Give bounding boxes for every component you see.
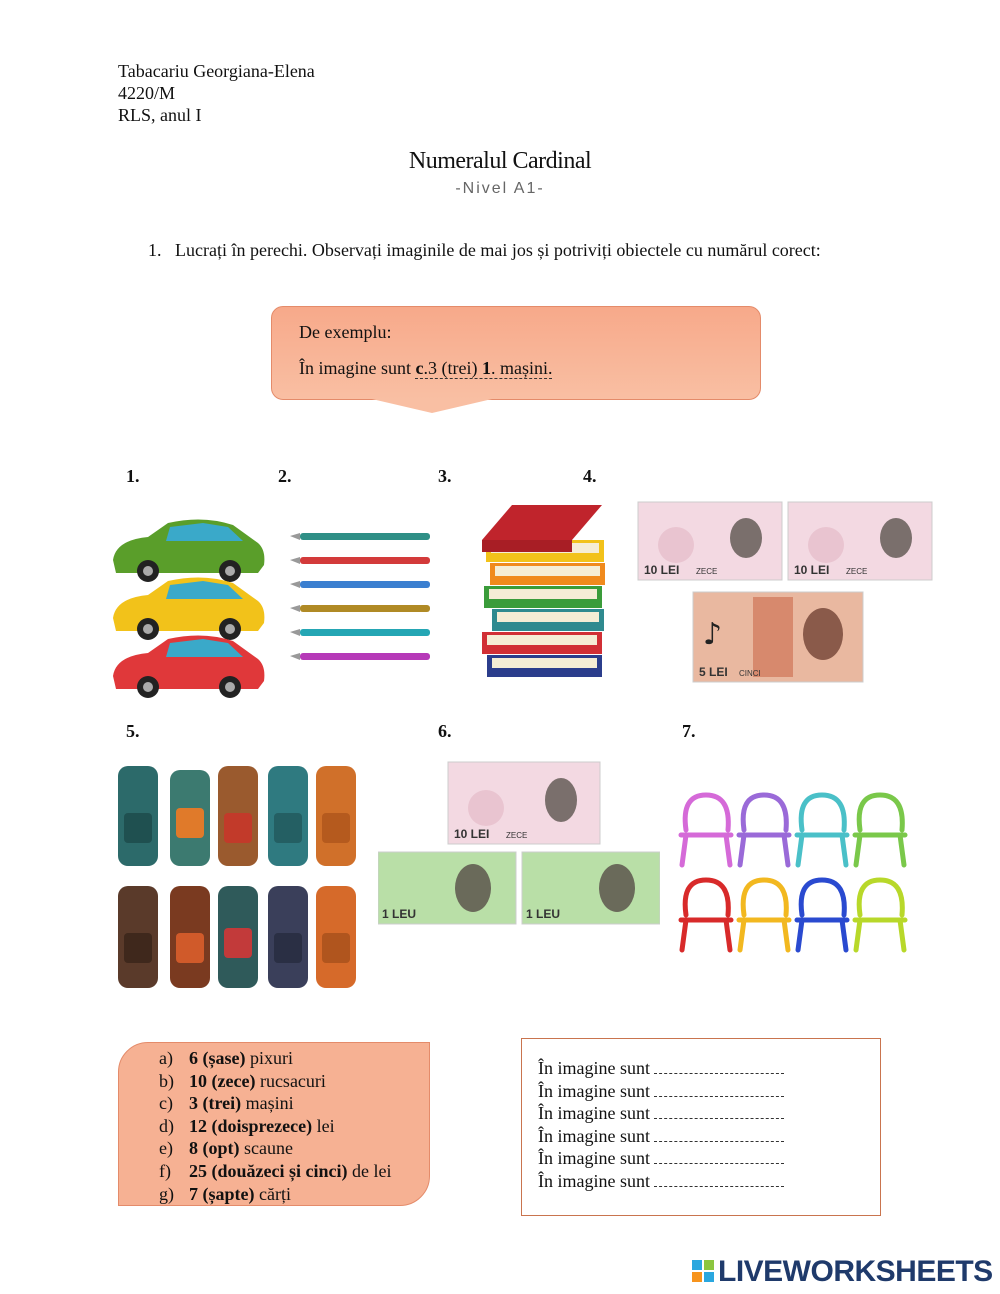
answer-line-5: În imagine sunt xyxy=(538,1147,784,1170)
answer-blank-5[interactable] xyxy=(654,1151,784,1164)
banknote-1-icon xyxy=(522,852,660,924)
answer-blank-6[interactable] xyxy=(654,1174,784,1187)
banknote-10-icon xyxy=(448,762,600,844)
car-red-icon xyxy=(113,635,264,698)
image-label-2: 2. xyxy=(278,466,292,486)
chair-icon xyxy=(681,795,905,950)
logo-text: LIVEWORKSHEETS xyxy=(718,1255,993,1288)
option-d: d) 12 (doisprezece) lei xyxy=(159,1115,335,1136)
music-note-icon: ♪ xyxy=(703,617,723,652)
cars-image xyxy=(108,515,268,700)
answer-line-2: În imagine sunt xyxy=(538,1080,784,1103)
instruction-text: Lucrați în perechi. Observați imaginile de mai jos și potriviți obiectele cu numărul corect: xyxy=(175,240,821,260)
pens-image xyxy=(290,525,435,670)
answer-blank-1[interactable] xyxy=(654,1061,784,1074)
image-label-4: 4. xyxy=(583,466,597,486)
example-bubble-tail xyxy=(372,399,492,413)
option-a: a) 6 (șase) pixuri xyxy=(159,1048,293,1068)
example-letter: c xyxy=(415,358,424,378)
page-subtitle: -Nivel A1- xyxy=(455,180,545,197)
banknote-10-icon xyxy=(638,502,782,580)
banknote-10-label: 10 LEI xyxy=(644,563,680,577)
banknote-1-icon xyxy=(378,852,516,924)
option-e: e) 8 (opt) scaune xyxy=(159,1138,293,1159)
image-label-7: 7. xyxy=(682,721,696,741)
example-label: De exemplu: xyxy=(299,322,392,342)
answer-blank-4[interactable] xyxy=(654,1129,784,1142)
answer-blank-3[interactable] xyxy=(654,1106,784,1119)
image-label-6: 6. xyxy=(438,721,452,741)
example-bubble xyxy=(271,306,761,400)
example-middle: .3 (trei) xyxy=(423,358,482,378)
option-b: b) 10 (zece) rucsacuri xyxy=(159,1070,326,1091)
banknotes-25-image xyxy=(636,500,936,685)
page-title: Numeralul Cardinal xyxy=(408,148,592,174)
options-box xyxy=(118,1042,430,1206)
banknote-10-label: 10 LEI xyxy=(794,563,830,577)
answer-line-1: În imagine sunt xyxy=(538,1057,784,1080)
option-c: c) 3 (trei) mașini xyxy=(159,1093,294,1114)
option-g: g) 7 (șapte) cărți xyxy=(159,1183,291,1204)
answer-blank-2[interactable] xyxy=(654,1084,784,1097)
banknote-10-word: ZECE xyxy=(846,567,868,576)
liveworksheets-icon xyxy=(692,1260,714,1282)
liveworksheets-logo xyxy=(692,1255,993,1289)
image-label-1: 1. xyxy=(126,466,140,486)
books-image xyxy=(472,505,617,685)
group-code: 4220/M xyxy=(118,83,176,103)
instruction xyxy=(148,240,821,261)
backpacks-image xyxy=(112,758,367,993)
example-sentence xyxy=(299,358,552,379)
car-green-icon xyxy=(113,519,264,582)
backpack-icon xyxy=(118,766,356,988)
pen-icon xyxy=(290,533,430,660)
image-label-5: 5. xyxy=(126,721,140,741)
banknote-5-label: 5 LEI xyxy=(699,665,728,679)
author-name: Tabacariu Georgiana-Elena xyxy=(118,61,315,81)
instruction-number: 1. xyxy=(148,240,162,260)
banknote-10-icon xyxy=(788,502,932,580)
books-stack-icon xyxy=(482,505,605,677)
example-suffix: . mașini. xyxy=(490,358,553,378)
banknote-10-label: 10 LEI xyxy=(454,827,490,841)
answer-line-3: În imagine sunt xyxy=(538,1102,784,1125)
answer-line-4: În imagine sunt xyxy=(538,1125,784,1148)
banknote-5-icon xyxy=(693,592,863,682)
example-num: 1 xyxy=(481,358,491,378)
banknote-5-word: CINCI xyxy=(739,669,761,678)
banknotes-12-image xyxy=(378,760,660,928)
banknote-1-label: 1 LEU xyxy=(526,907,561,921)
chairs-image xyxy=(676,790,916,960)
car-yellow-icon xyxy=(113,577,264,640)
example-prefix: În imagine sunt xyxy=(299,358,411,378)
banknote-10-word: ZECE xyxy=(696,567,718,576)
banknote-1-label: 1 LEU xyxy=(382,907,417,921)
answer-line-6: În imagine sunt xyxy=(538,1170,784,1193)
answers-box xyxy=(521,1038,881,1216)
banknote-10-word: ZECE xyxy=(506,831,528,840)
option-f: f) 25 (douăzeci și cinci) de lei xyxy=(159,1161,392,1181)
image-label-3: 3. xyxy=(438,466,452,486)
program-year: RLS, anul I xyxy=(118,105,202,125)
example-answer xyxy=(415,358,552,379)
